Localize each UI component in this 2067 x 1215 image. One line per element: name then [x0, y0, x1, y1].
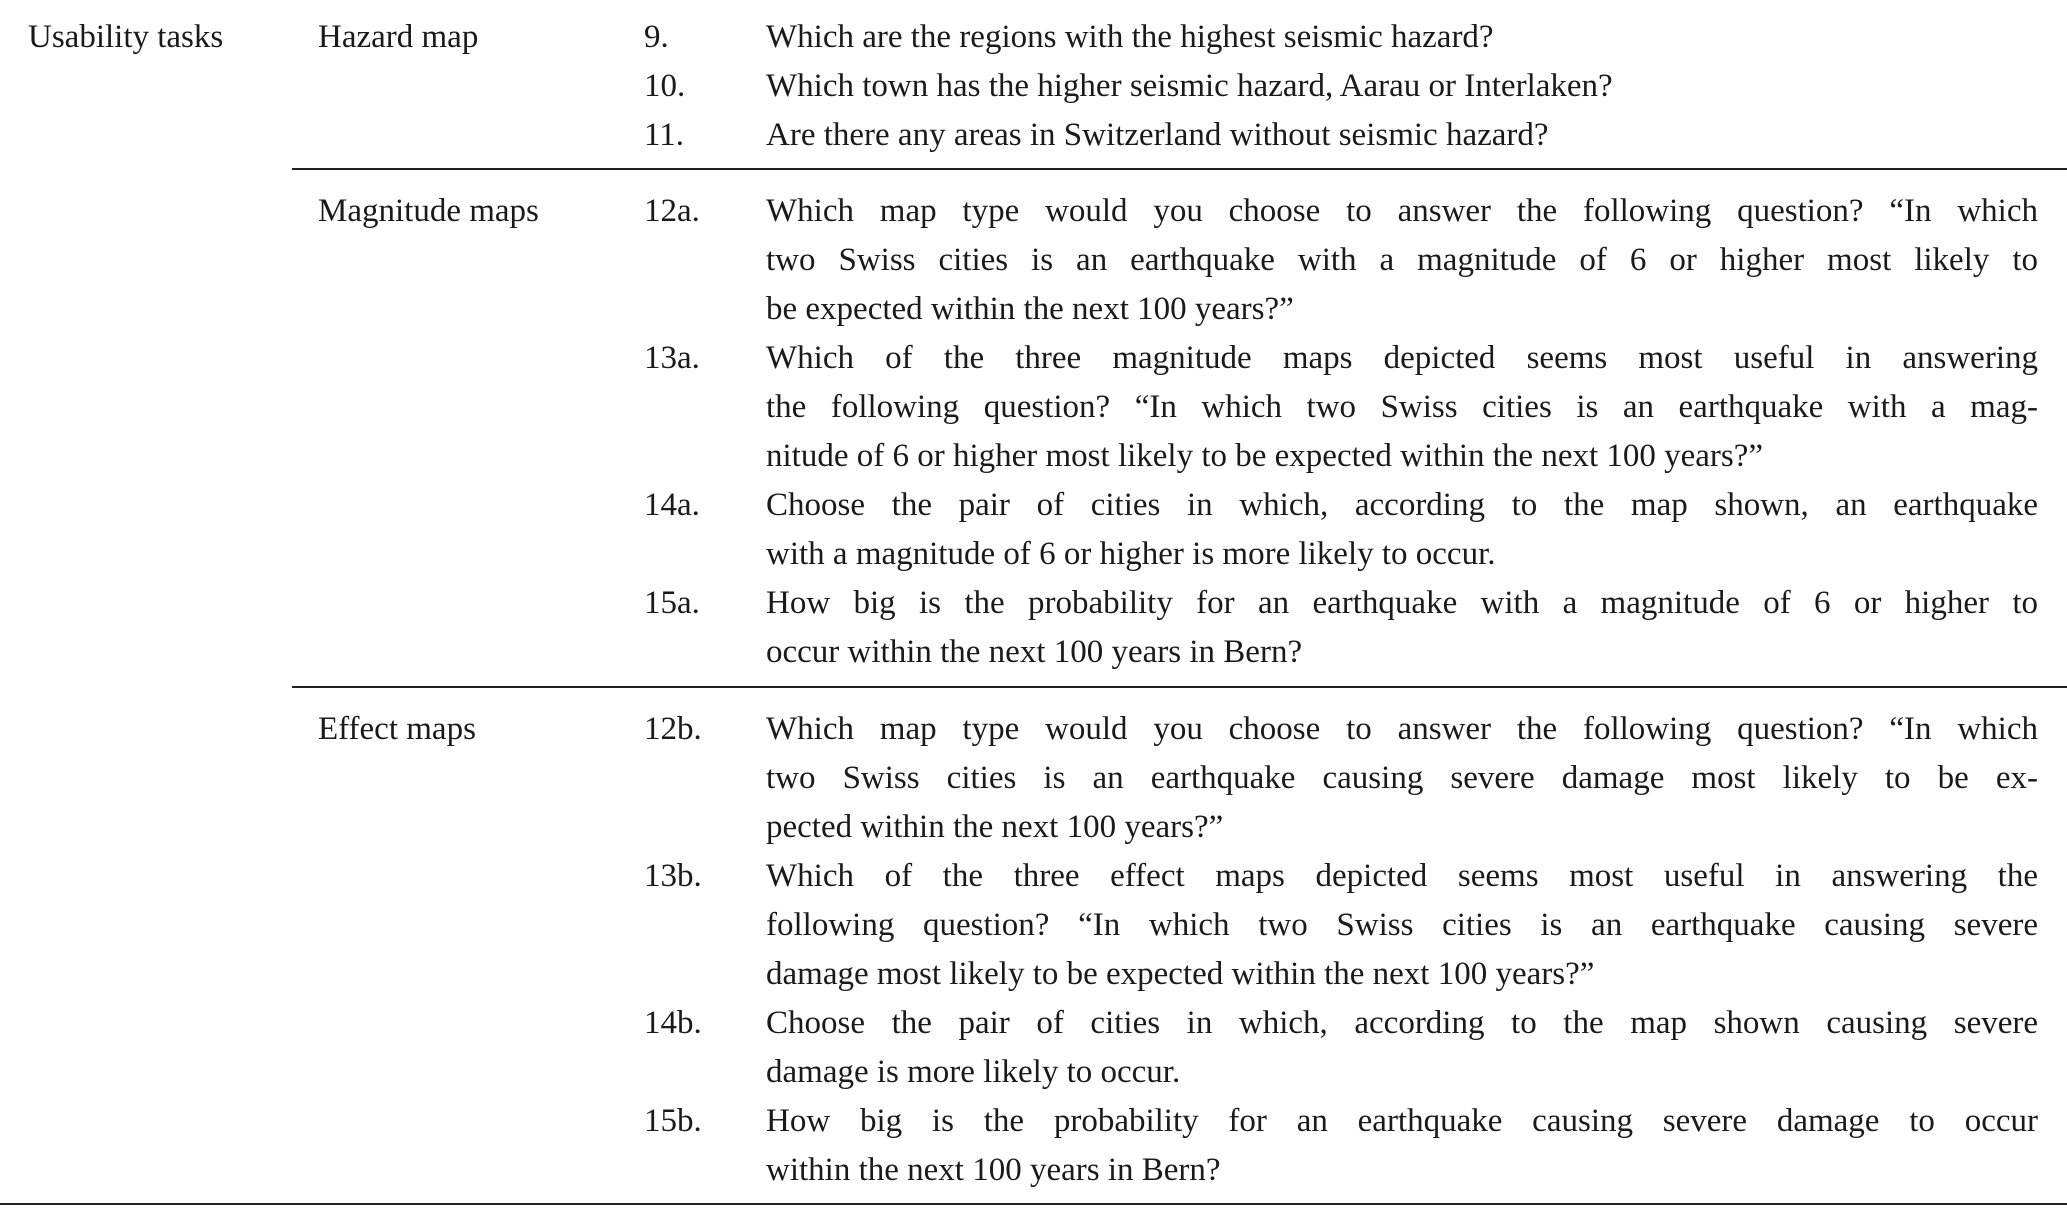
task-text-line: nitude of 6 or higher most likely to be expected within the next 100 years?” — [766, 438, 1764, 474]
task-number: 12a. — [644, 193, 700, 229]
task-number: 15b. — [644, 1103, 702, 1139]
task-number: 15a. — [644, 585, 700, 621]
task-text-line: be expected within the next 100 years?” — [766, 291, 1294, 327]
task-number: 11. — [644, 117, 685, 153]
task-text-line: occur within the next 100 years in Bern? — [766, 634, 1303, 670]
section-divider — [292, 686, 2067, 688]
task-text-line: Choose the pair of cities in which, according to the map shown, an earthquake — [766, 487, 2038, 523]
task-text-line: How big is the probability for an earthquake with a magnitude of 6 or higher to — [766, 585, 2038, 621]
task-text-line: pected within the next 100 years?” — [766, 809, 1224, 845]
task-number: 14b. — [644, 1005, 702, 1041]
task-text-line: two Swiss cities is an earthquake with a magnitude of 6 or higher most likely to — [766, 242, 2038, 278]
task-text — [766, 1097, 2038, 1195]
task-text-line: Choose the pair of cities in which, according to the map shown causing severe — [766, 1005, 2038, 1041]
section-label-hazard-map: Hazard map — [318, 19, 479, 55]
task-text-line: damage most likely to be expected within the next 100 years?” — [766, 956, 1595, 992]
task-number: 13a. — [644, 340, 700, 376]
task-text-line: damage is more likely to occur. — [766, 1054, 1181, 1090]
task-text — [766, 579, 2038, 677]
task-text — [766, 705, 2038, 852]
task-text-line: Which map type would you choose to answer the following question? “In which — [766, 193, 2038, 229]
task-text-line: with a magnitude of 6 or higher is more likely to occur. — [766, 536, 1496, 572]
table-bottom-rule — [0, 1203, 2067, 1205]
task-text-line: within the next 100 years in Bern? — [766, 1152, 1221, 1188]
task-number: 10. — [644, 68, 686, 104]
task-text-line: How big is the probability for an earthquake causing severe damage to occur — [766, 1103, 2038, 1139]
task-text — [766, 187, 2038, 334]
task-number: 12b. — [644, 711, 702, 747]
task-text-line: following question? “In which two Swiss cities is an earthquake causing severe — [766, 907, 2038, 943]
task-text — [766, 852, 2038, 999]
task-number: 14a. — [644, 487, 700, 523]
category-label: Usability tasks — [28, 19, 224, 55]
task-text-line: Which map type would you choose to answer the following question? “In which — [766, 711, 2038, 747]
task-text-line: two Swiss cities is an earthquake causing severe damage most likely to be ex- — [766, 760, 2038, 796]
task-text — [766, 999, 2038, 1097]
task-text-line: the following question? “In which two Swiss cities is an earthquake with a mag- — [766, 389, 2038, 425]
task-text — [766, 481, 2038, 579]
task-text-line: Which of the three effect maps depicted seems most useful in answering the — [766, 858, 2038, 894]
section-divider — [292, 168, 2067, 170]
task-text: Are there any areas in Switzerland without seismic hazard? — [766, 117, 1549, 153]
task-text: Which are the regions with the highest seismic hazard? — [766, 19, 1494, 55]
section-label-effect-maps: Effect maps — [318, 711, 476, 747]
task-text: Which town has the higher seismic hazard, Aarau or Interlaken? — [766, 68, 1613, 104]
task-text-line: Which of the three magnitude maps depicted seems most useful in answering — [766, 340, 2038, 376]
task-number: 13b. — [644, 858, 702, 894]
task-number: 9. — [644, 19, 669, 55]
section-label-magnitude-maps: Magnitude maps — [318, 193, 539, 229]
task-text — [766, 334, 2038, 481]
